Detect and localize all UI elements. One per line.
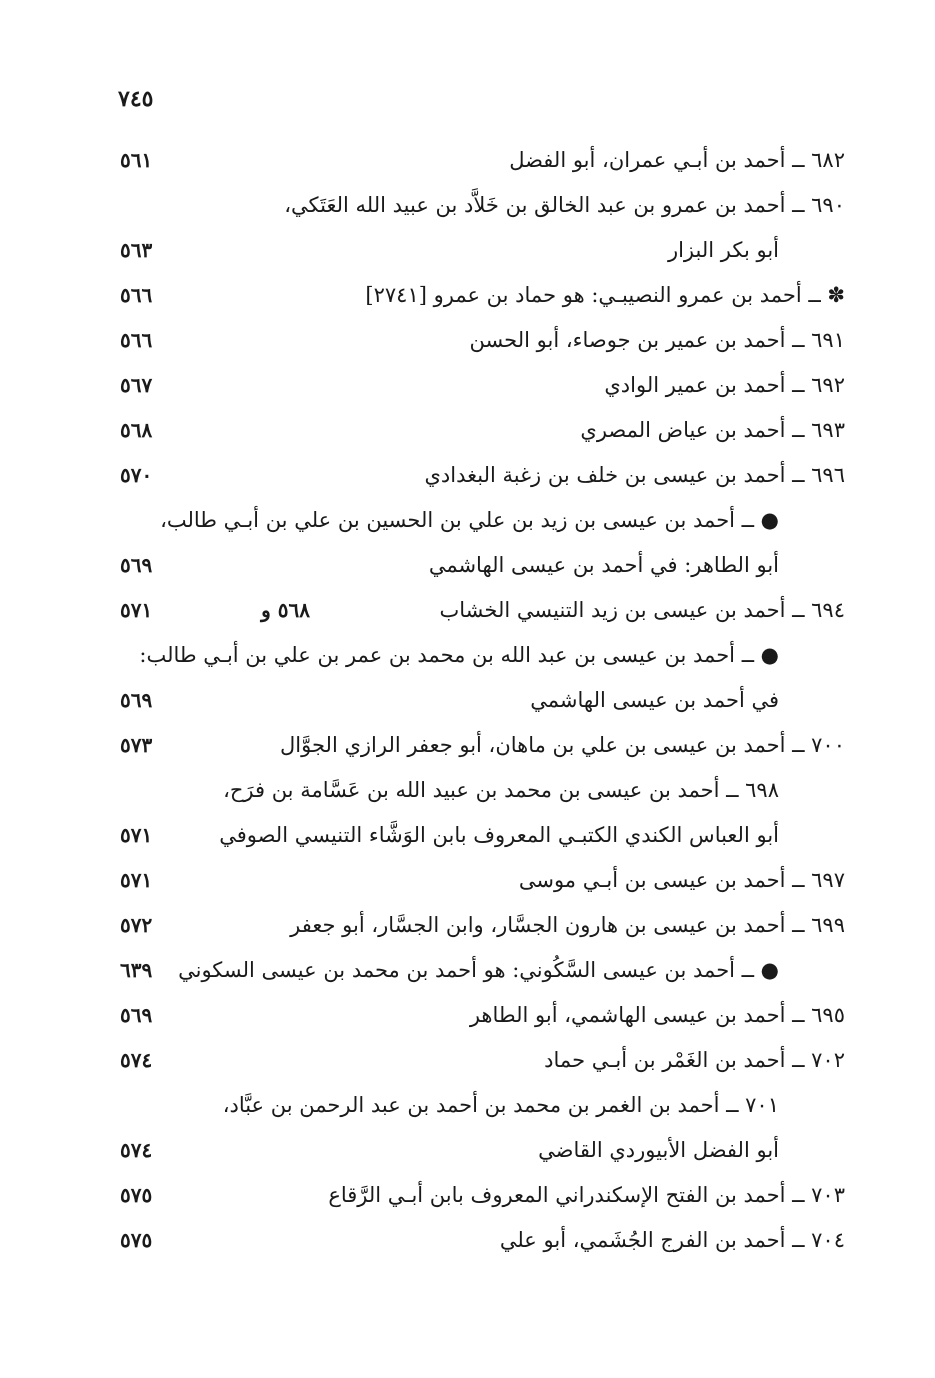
page-reference: ٥٦١ bbox=[120, 148, 153, 172]
page-reference: ٥٦٦ bbox=[120, 328, 153, 352]
entry-text: ٦٩٩ ــ أحمد بن عيسى بن هارون الجسَّار، وابن الجسَّار، أبو جعفر bbox=[290, 913, 845, 937]
page-reference: ٦٣٩ bbox=[120, 958, 153, 982]
index-entry bbox=[110, 1220, 845, 1260]
index-entry bbox=[110, 770, 845, 810]
page-reference: ٥٦٨ bbox=[120, 418, 153, 442]
entry-text: ✽ ــ أحمد بن عمرو النصيبـي: هو حماد بن عمرو [٢٧٤١] bbox=[365, 283, 845, 307]
entry-text: ٦٩٠ ــ أحمد بن عمرو بن عبد الخالق بن خَلاَّد بن عبيد الله العَتَكي، bbox=[284, 193, 845, 217]
index-entry bbox=[110, 1130, 845, 1170]
page-reference: ٥٦٦ bbox=[120, 283, 153, 307]
entry-text: أبو بكر البزار bbox=[667, 238, 779, 262]
entry-text: ٧٠٠ ــ أحمد بن عيسى بن علي بن ماهان، أبو جعفر الرازي الجوَّال bbox=[280, 733, 845, 757]
entry-text: ٦٩٨ ــ أحمد بن عيسى بن محمد بن عبيد الله بن عَسَّامة بن فرَح، bbox=[223, 778, 779, 802]
index-entry bbox=[110, 455, 845, 495]
page-reference: ٥٦٩ bbox=[120, 553, 153, 577]
index-entry bbox=[110, 140, 845, 180]
page-reference: ٥٧٢ bbox=[120, 913, 153, 937]
entry-text: ٦٩٧ ــ أحمد بن عيسى بن أبـي موسى bbox=[518, 868, 845, 892]
page-reference: ٥٦٩ bbox=[120, 688, 153, 712]
index-entry bbox=[110, 815, 845, 855]
index-entry bbox=[110, 1175, 845, 1215]
index-entry bbox=[110, 545, 845, 585]
entry-text: ● ــ أحمد بن عيسى السَّكُوني: هو أحمد بن محمد بن عيسى السكوني bbox=[178, 958, 779, 982]
entry-text: ٧٠٤ ــ أحمد بن الفرج الجُشَمي، أبو علي bbox=[499, 1228, 845, 1252]
page-reference: ٥٧٤ bbox=[120, 1138, 153, 1162]
entry-text: ٦٩٢ ــ أحمد بن عمير الوادي bbox=[604, 373, 845, 397]
entry-text: في أحمد بن عيسى الهاشمي bbox=[530, 688, 779, 712]
page-reference: ٥٦٧ bbox=[120, 373, 153, 397]
index-entry bbox=[110, 410, 845, 450]
index-entry bbox=[110, 185, 845, 225]
entry-text: ٦٩١ ــ أحمد بن عمير بن جوصاء، أبو الحسن bbox=[469, 328, 845, 352]
entry-text: ٦٩٦ ــ أحمد بن عيسى بن خلف بن زغبة البغدادي bbox=[424, 463, 845, 487]
entry-text: ٦٩٣ ــ أحمد بن عياض المصري bbox=[580, 418, 845, 442]
index-entry bbox=[110, 230, 845, 270]
entry-text: ٦٩٤ ــ أحمد بن عيسى بن زيد التنيسي الخشاب bbox=[439, 598, 845, 622]
page-reference: ٥٧٥ bbox=[120, 1183, 153, 1207]
index-entry bbox=[110, 500, 845, 540]
index-entry bbox=[110, 275, 845, 315]
page-reference: ٥٧١ bbox=[120, 598, 153, 622]
entry-text: ● ــ أحمد بن عيسى بن زيد بن علي بن الحسين بن علي بن أبـي طالب، bbox=[160, 508, 779, 532]
page-reference: ٥٧٠ bbox=[120, 463, 153, 487]
entry-text: أبو الفضل الأبيوردي القاضي bbox=[538, 1138, 779, 1162]
page-number: ٧٤٥ bbox=[118, 86, 154, 112]
index-entry bbox=[110, 905, 845, 945]
entry-text: أبو العباس الكندي الكتبـي المعروف بابن الوَشَّاء التنيسي الصوفي bbox=[219, 823, 779, 847]
page-reference: ٥٧١ bbox=[120, 823, 153, 847]
entry-text: ٦٩٥ ــ أحمد بن عيسى الهاشمي، أبو الطاهر bbox=[469, 1003, 845, 1027]
page-reference: ٥٧٤ bbox=[120, 1048, 153, 1072]
index-entry bbox=[110, 635, 845, 675]
index-entry bbox=[110, 1085, 845, 1125]
index-entry bbox=[110, 995, 845, 1035]
page-reference: ٥٦٣ bbox=[120, 238, 153, 262]
secondary-page-reference: ٥٦٨ و bbox=[261, 598, 310, 622]
index-entry bbox=[110, 590, 845, 630]
entry-text: أبو الطاهر: في أحمد بن عيسى الهاشمي bbox=[428, 553, 779, 577]
entry-text: ٧٠٣ ــ أحمد بن الفتح الإسكندراني المعروف بابن أبـي الرَّقاع bbox=[328, 1183, 845, 1207]
page-reference: ٥٧٥ bbox=[120, 1228, 153, 1252]
entry-text: ٧٠٢ ــ أحمد بن الغَمْر بن أبـي حماد bbox=[544, 1048, 845, 1072]
index-entry bbox=[110, 860, 845, 900]
page-reference: ٥٦٩ bbox=[120, 1003, 153, 1027]
index-entry bbox=[110, 725, 845, 765]
entry-text: ٧٠١ ــ أحمد بن الغمر بن محمد بن أحمد بن عبد الرحمن بن عبَّاد، bbox=[222, 1093, 779, 1117]
entry-text: ٦٨٢ ــ أحمد بن أبـي عمران، أبو الفضل bbox=[509, 148, 845, 172]
index-entry bbox=[110, 950, 845, 990]
index-entry bbox=[110, 1040, 845, 1080]
entry-text: ● ــ أحمد بن عيسى بن عبد الله بن محمد بن عمر بن علي بن أبـي طالب: bbox=[139, 643, 779, 667]
index-entry bbox=[110, 680, 845, 720]
page-reference: ٥٧٣ bbox=[120, 733, 153, 757]
index-entry bbox=[110, 365, 845, 405]
index-entry bbox=[110, 320, 845, 360]
page-reference: ٥٧١ bbox=[120, 868, 153, 892]
